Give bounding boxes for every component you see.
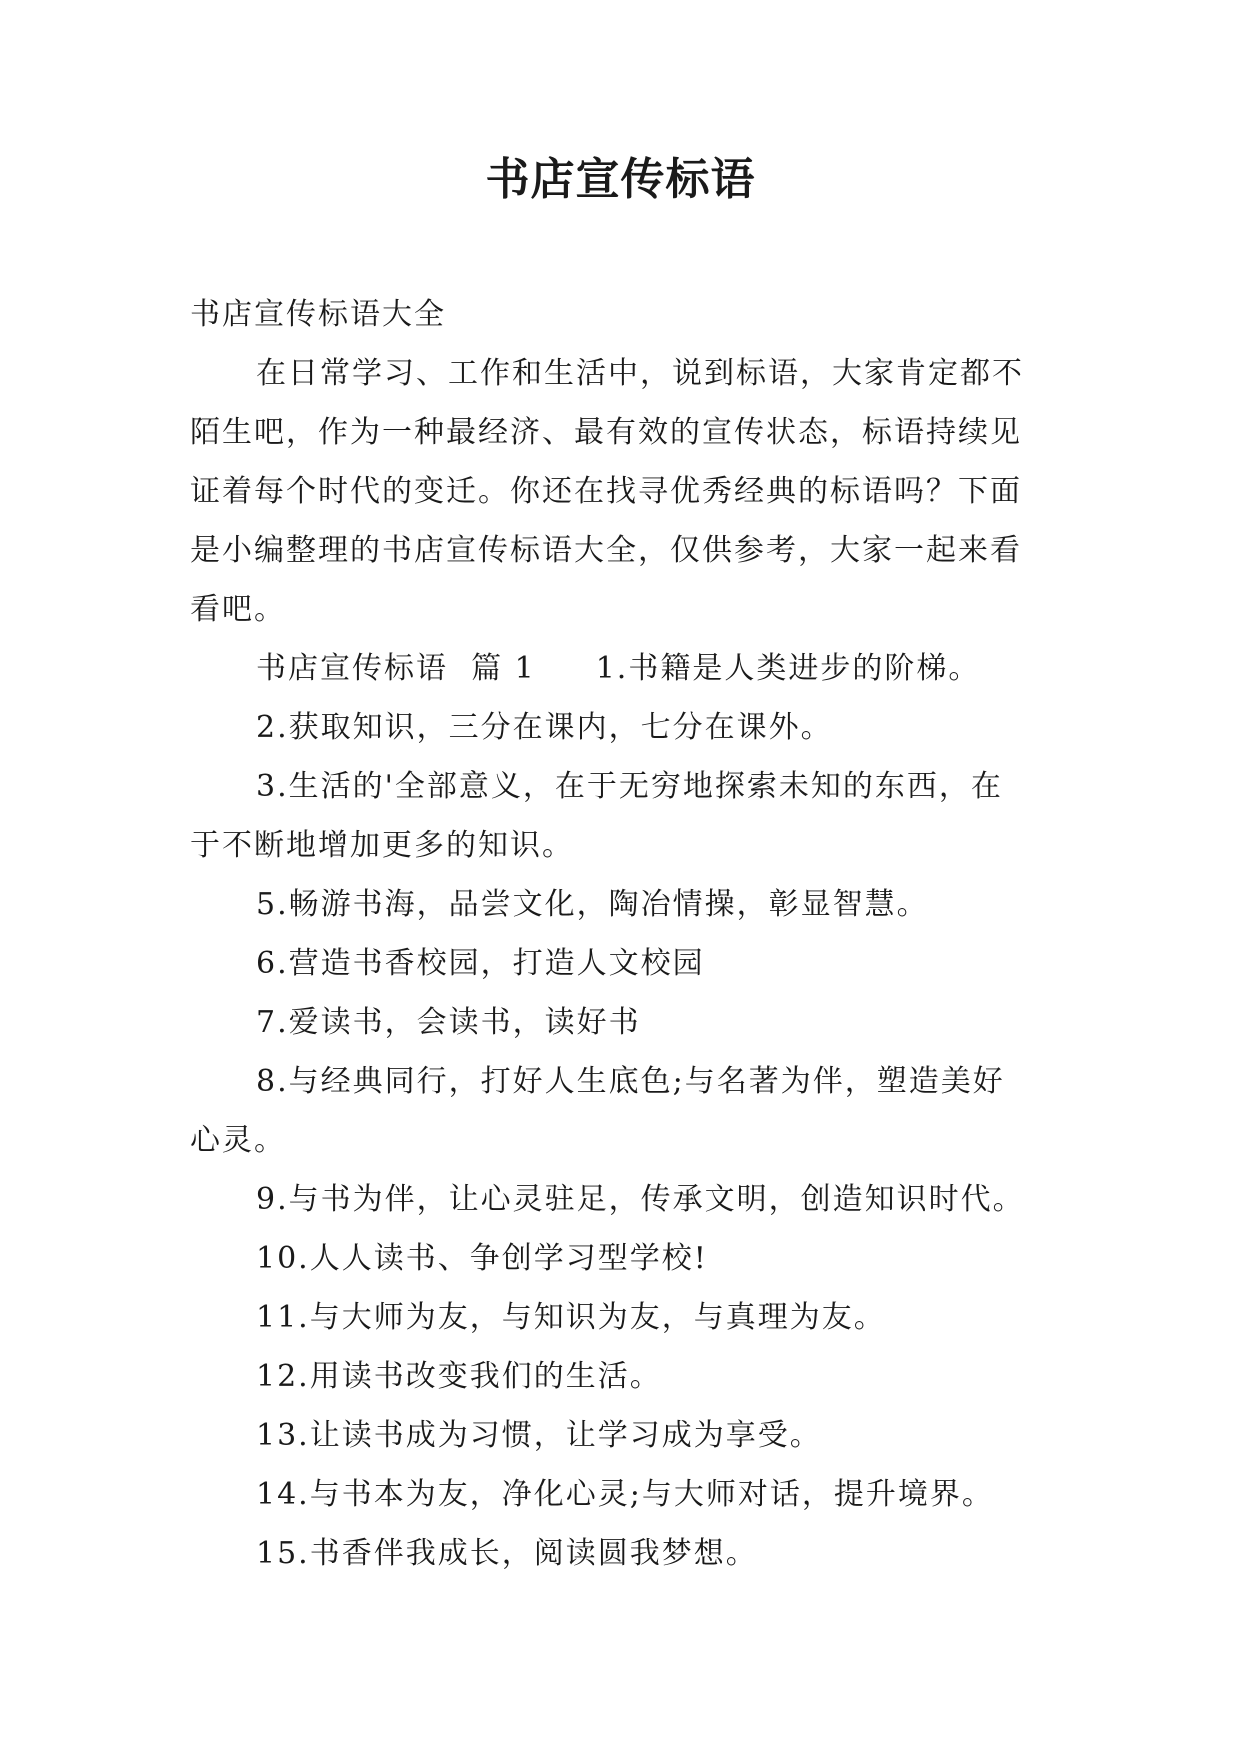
slogan-item: 9.与书为伴，让心灵驻足，传承文明，创造知识时代。 bbox=[256, 1182, 1025, 1217]
intro-line: 看吧。 bbox=[190, 592, 286, 627]
document-subtitle: 书店宣传标语大全 bbox=[190, 297, 446, 332]
slogan-item: 6.营造书香校园，打造人文校园 bbox=[256, 946, 705, 981]
slogan-item: 5.畅游书海，品尝文化，陶冶情操，彰显智慧。 bbox=[256, 887, 929, 922]
slogan-item: 10.人人读书、争创学习型学校! bbox=[256, 1241, 708, 1276]
section-heading-line bbox=[190, 639, 1050, 698]
slogan-item: 14.与书本为友，净化心灵;与大师对话，提升境界。 bbox=[256, 1477, 994, 1512]
slogan-item: 3.生活的'全部意义，在于无穷地探索未知的东西，在 bbox=[256, 769, 1003, 804]
intro-line: 证着每个时代的变迁。你还在找寻优秀经典的标语吗？下面 bbox=[190, 474, 1022, 509]
intro-line: 在日常学习、工作和生活中，说到标语，大家肯定都不 bbox=[256, 356, 1024, 391]
slogan-item: 1.书籍是人类进步的阶梯。 bbox=[595, 651, 981, 686]
document-body bbox=[190, 285, 1050, 1583]
slogan-item: 2.获取知识，三分在课内，七分在课外。 bbox=[256, 710, 833, 745]
slogan-item-continued: 于不断地增加更多的知识。 bbox=[190, 828, 574, 863]
intro-line: 陌生吧，作为一种最经济、最有效的宣传状态，标语持续见 bbox=[190, 415, 1022, 450]
slogan-item: 11.与大师为友，与知识为友，与真理为友。 bbox=[256, 1300, 886, 1335]
slogan-item: 13.让读书成为习惯，让学习成为享受。 bbox=[256, 1418, 822, 1453]
slogan-item: 8.与经典同行，打好人生底色;与名著为伴，塑造美好 bbox=[256, 1064, 1005, 1099]
document-title: 书店宣传标语 bbox=[485, 154, 756, 205]
intro-line: 是小编整理的书店宣传标语大全，仅供参考，大家一起来看 bbox=[190, 533, 1022, 568]
slogan-item: 12.用读书改变我们的生活。 bbox=[256, 1359, 662, 1394]
slogan-item-continued: 心灵。 bbox=[190, 1123, 286, 1158]
section-label: 书店宣传标语 篇 1 bbox=[256, 651, 536, 686]
slogan-item: 7.爱读书，会读书，读好书 bbox=[256, 1005, 641, 1040]
slogan-item: 15.书香伴我成长，阅读圆我梦想。 bbox=[256, 1536, 758, 1571]
